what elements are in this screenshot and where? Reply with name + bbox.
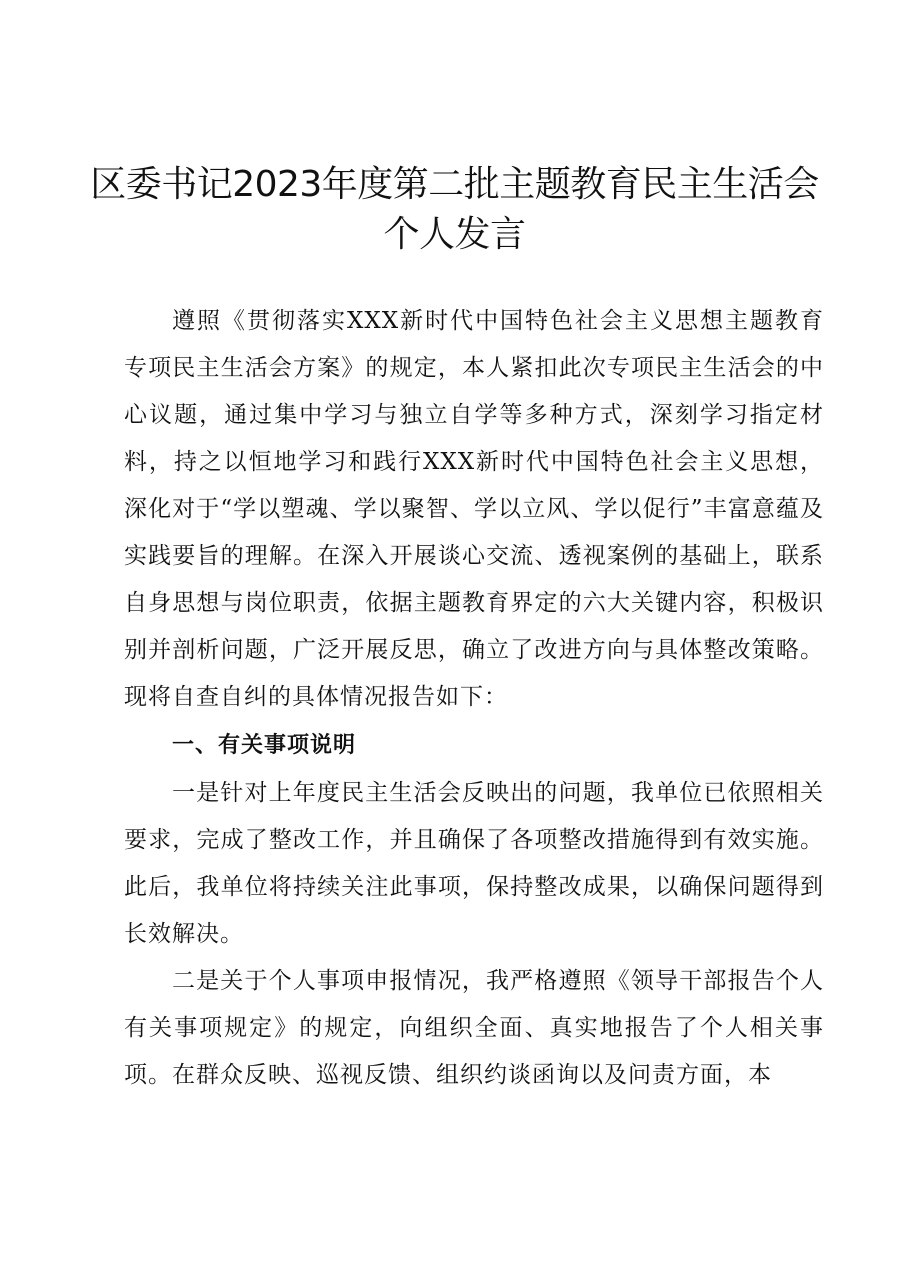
paragraph-item-1: 一是针对上年度民主生活会反映出的问题，我单位已依照相关要求，完成了整改工作，并且确保了各项整改措施得到有效实施。此后，我单位将持续关注此事项，保持整改成果，以确保问题得到长效解决。 [124, 780, 824, 947]
section-heading-1: 一、有关事项说明 [172, 733, 357, 758]
document-title-line1: 区委书记2023年度第二批主题教育民主生活会 [90, 164, 819, 205]
document-title-line2: 个人发言 [383, 214, 526, 255]
paragraph-item-2: 二是关于个人事项申报情况，我严格遵照《领导干部报告个人有关事项规定》的规定，向组织全面、真实地报告了个人相关事项。在群众反映、巡视反馈、组织约谈函询以及问责方面，本 [124, 968, 824, 1088]
paragraph-intro: 遵照《贯彻落实XXX新时代中国特色社会主义思想主题教育专项民主生活会方案》的规定，本人紧扣此次专项民主生活会的中心议题，通过集中学习与独立自学等多种方式，深刻学习指定材料，持之以恒地学习和践行XXX新时代中国特色社会主义思想，深化对于“学以塑魂、学以聚智、学以立风、学以促行”丰富意蕴及实践要旨的理解。在深入开展谈心交流、透视案例的基础上，联系自身思想与岗位职责，依据主题教育界定的六大关键内容，积极识别并剖析问题，广泛开展反思，确立了改进方向与具体整改策略。现将自查自纠的具体情况报告如下： [124, 308, 824, 710]
